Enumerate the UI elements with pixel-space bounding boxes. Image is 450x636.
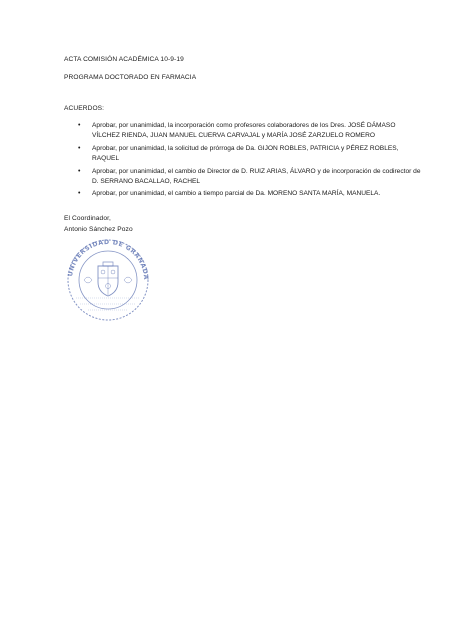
- list-item: [64, 144, 424, 165]
- list-item: [64, 189, 424, 199]
- acuerdos-heading: ACUERDOS:: [64, 105, 105, 112]
- acuerdos-list: [64, 121, 424, 202]
- acuerdo-text: Aprobar, por unanimidad, el cambio de Director de D. RUIZ ARIAS, ÁLVARO y de incorporación de codirector de D. SERRANO BACALLAO, RACHEL: [92, 167, 421, 186]
- university-seal-icon: [62, 236, 154, 322]
- program-title: PROGRAMA DOCTORADO EN FARMACIA: [64, 74, 197, 81]
- signature-name: Antonio Sánchez Pozo: [64, 226, 133, 233]
- seal-text: UNIVERSIDAD DE GRANADA: [67, 238, 150, 281]
- bullet-icon: •: [78, 167, 81, 175]
- acta-title: ACTA COMISIÓN ACADÉMICA 10-9-19: [64, 56, 184, 63]
- acuerdo-text: Aprobar, por unanimidad, la solicitud de prórroga de Da. GIJON ROBLES, PATRICIA y PÉREZ ROBLES, RAQUEL: [92, 144, 399, 163]
- bullet-icon: •: [78, 122, 81, 129]
- bullet-icon: •: [78, 190, 81, 198]
- acuerdo-text: Aprobar, por unanimidad, la incorporación como profesores colaboradores de los Dres. JOSÉ DÁMASO VÍLCHEZ RIENDA, JUAN MANUEL CUERVA CARVAJAL y MARÍA JOSÉ ZARZUELO ROMERO: [92, 122, 396, 140]
- signature-role: El Coordinador,: [64, 215, 111, 222]
- list-item: [64, 167, 424, 188]
- acuerdo-text: Aprobar, por unanimidad, el cambio a tiempo parcial de Da. MORENO SANTA MARÍA, MANUELA.: [92, 190, 381, 198]
- list-item: [64, 121, 424, 142]
- bullet-icon: •: [78, 144, 81, 152]
